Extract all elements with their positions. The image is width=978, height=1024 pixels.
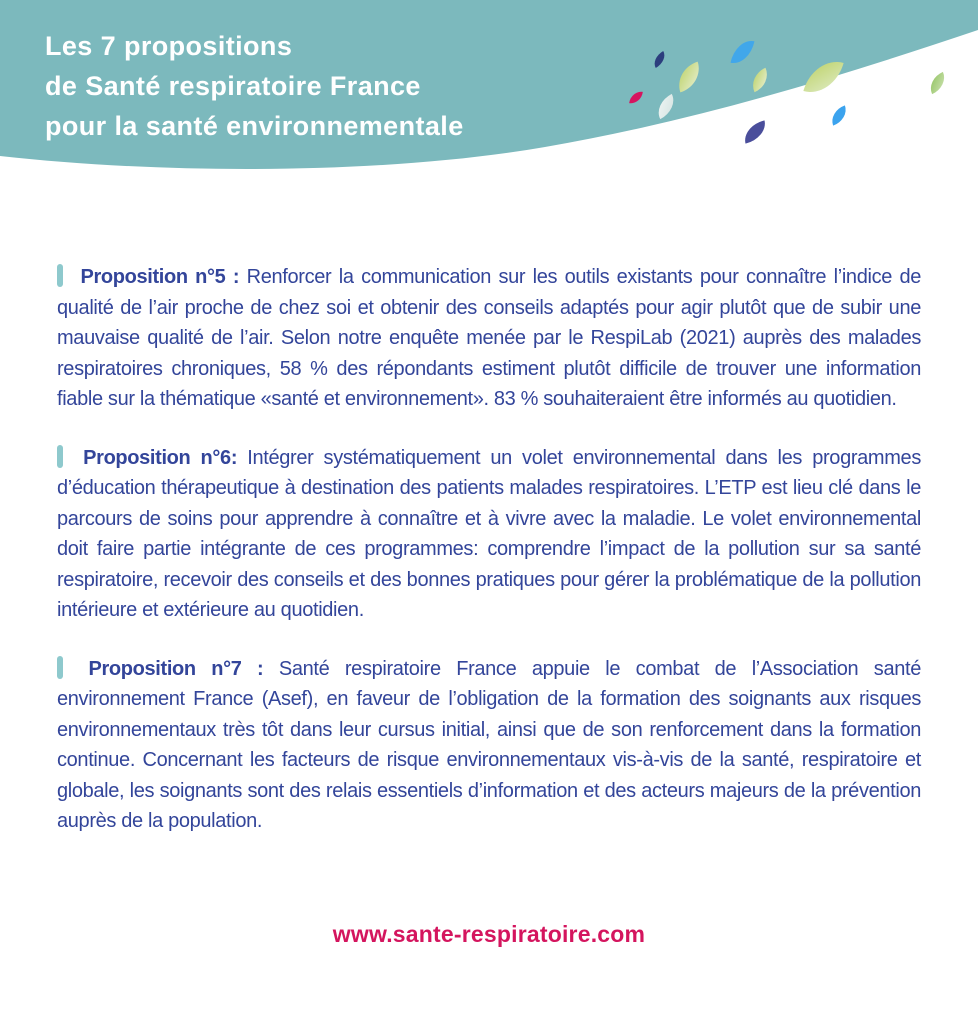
page-title-line-1: Les 7 propositions xyxy=(45,31,293,61)
proposition-item-6 xyxy=(57,443,921,626)
footer xyxy=(0,921,978,948)
proposition-marker-bar xyxy=(57,445,63,468)
proposition-marker-bar xyxy=(57,656,63,679)
proposition-item-5 xyxy=(57,262,921,415)
website-link[interactable]: www.sante-respiratoire.com xyxy=(332,921,646,947)
page-title-line-3: pour la santé environnementale xyxy=(45,111,464,141)
propositions-list xyxy=(57,262,921,837)
header-banner xyxy=(0,0,978,185)
page-title xyxy=(45,26,464,146)
proposition-label: Proposition n°5 : xyxy=(80,266,240,288)
proposition-label: Proposition n°7 : xyxy=(88,657,264,680)
page-title-line-2: de Santé respiratoire France xyxy=(45,71,421,101)
proposition-text: Santé respiratoire France appuie le combat de l’Association santé environnement France (Asef), en faveur de l’obligation de la formation des soignants aux risques environnementaux très tôt dans leur cursus initial, ainsi que de son renforcement dans la formation continue. Concernant les facteurs de risque environnementaux vis-à-vis de la santé, respiratoire et globale, les soignants sont des relais essentiels d’information et des acteurs majeurs de la prévention auprès de la population. xyxy=(57,657,921,832)
proposition-marker-bar xyxy=(57,264,63,287)
proposition-item-7 xyxy=(57,654,921,837)
proposition-text: Intégrer systématiquement un volet environnemental dans les programmes d’éducation thérapeutique à destination des patients malades respiratoires. L’ETP est lieu clé dans le parcours de soins pour apprendre à connaître et à vivre avec la maladie. Le volet environnemental doit faire partie intégrante de ces programmes: comprendre l’impact de la pollution sur sa santé respiratoire, recevoir des conseils et des bonnes pratiques pour gérer la problématique de la pollution intérieure et extérieure au quotidien. xyxy=(57,446,921,621)
proposition-text: Renforcer la communication sur les outils existants pour connaître l’indice de qualité de l’air proche de chez soi et obtenir des conseils adaptés pour agir plutôt que de subir une mauvaise qualité de l’air. Selon notre enquête menée par le RespiLab (2021) auprès des malades respiratoires chroniques, 58 % des répondants estiment plutôt difficile de trouver une information fiable sur la thématique «santé et environnement». 83 % souhaiteraient être informés au quotidien. xyxy=(57,266,921,410)
proposition-label: Proposition n°6: xyxy=(83,446,238,469)
